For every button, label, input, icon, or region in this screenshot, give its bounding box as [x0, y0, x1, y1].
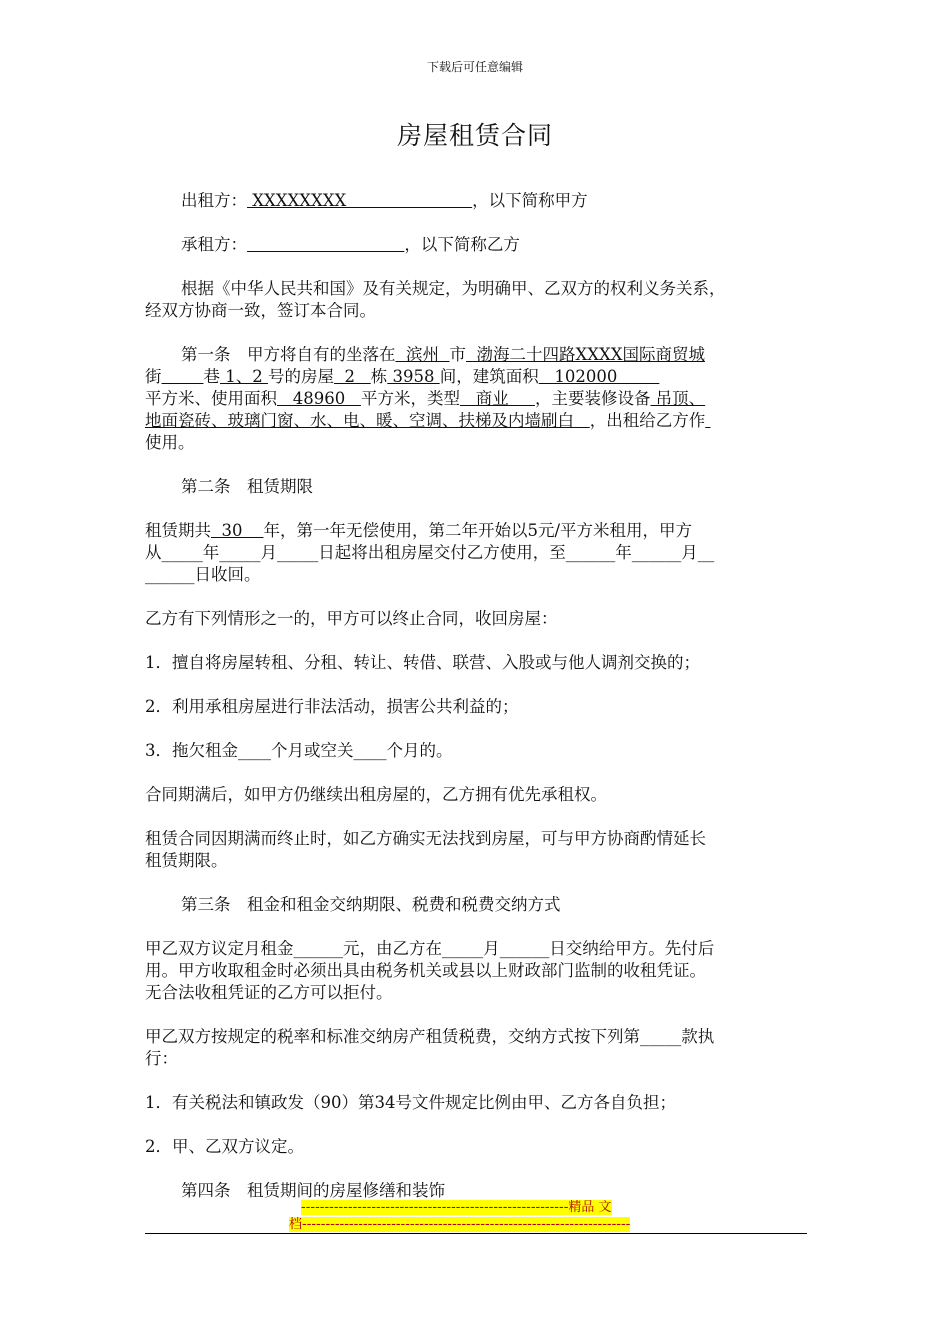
article1-road: 渤海二十四路XXXX国际商贸城 — [465, 345, 705, 364]
article1-text: 市 — [449, 345, 466, 364]
article2-years: 30 — [211, 521, 264, 540]
article3-item-2: 2．甲、乙双方议定。 — [145, 1137, 304, 1156]
article2-item-2: 2．利用承租房屋进行非法活动，损害公共利益的； — [145, 697, 519, 716]
lessee-value — [247, 235, 404, 254]
article1-text: 号的房屋 — [267, 367, 334, 386]
article3-rent-line-2: 用。甲方收取租金时必须出具由税务机关或县以上财政部门监制的收租凭证。 — [145, 961, 706, 980]
intro-line-1: 根据《中华人民共和国》及有关规定，为明确甲、乙双方的权利义务关系， — [181, 279, 726, 298]
article1-purpose — [705, 411, 710, 430]
footer-watermark-line-2 — [0, 1216, 950, 1233]
article3-item-1: 1．有关税法和镇政发（90）第34号文件规定比例由甲、乙方各自负担； — [145, 1093, 676, 1112]
article3-tax-line-2: 行： — [145, 1049, 178, 1068]
article2-item-3: 3．拖欠租金____个月或空关____个月的。 — [145, 741, 453, 760]
article1-number: 1、2 — [219, 367, 268, 386]
footer-watermark-line-1 — [0, 1199, 950, 1216]
article1-text: ，出租给乙方作 — [589, 411, 706, 430]
article1-building-area: 102000 — [538, 367, 660, 386]
article1-line-1 — [181, 344, 846, 366]
article1-line-2 — [145, 366, 810, 388]
article1-line-4 — [145, 410, 810, 432]
lessor-value: XXXXXXXX — [247, 191, 473, 210]
article1-text: ，主要装修设备 — [534, 389, 651, 408]
article1-room: 3958 — [387, 367, 440, 386]
article1-text: 栋 — [370, 367, 388, 386]
lessor-suffix: ，以下简称甲方 — [472, 191, 588, 210]
article1-line-5: 使用。 — [145, 433, 195, 452]
article3-rent-line-1: 甲乙双方议定月租金______元，由乙方在_____月______日交纳给甲方。先付后 — [145, 939, 715, 958]
article1-text: 街 — [145, 367, 162, 386]
article2-text: 租赁期共 — [145, 521, 211, 540]
article2-text: 年，第一年无偿使用，第二年开始以5元/平方米租用，甲方 — [263, 521, 693, 540]
article2-extend-line-2: 租赁期限。 — [145, 851, 228, 870]
article2-heading: 第二条 租赁期限 — [181, 477, 313, 496]
article2-priority: 合同期满后，如甲方仍继续出租房屋的，乙方拥有优先承租权。 — [145, 785, 607, 804]
article2-item-1: 1．擅自将房屋转租、分租、转让、转借、联营、入股或与他人调剂交换的； — [145, 653, 700, 672]
article1-usable-area: 48960 — [277, 389, 361, 408]
article1-lane — [162, 367, 204, 386]
lessor-line — [181, 190, 846, 212]
article1-city: 滨州 — [395, 345, 450, 364]
article1-text: 第一条 甲方将自有的坐落在 — [181, 345, 396, 364]
footer-watermark-text: 档---------------------------------------------------------------------- — [289, 1217, 631, 1232]
footer-watermark-text: ---------------------------------------------------------精品 文 — [301, 1200, 612, 1215]
article2-term-line-1 — [145, 520, 810, 542]
lessee-suffix: ，以下简称乙方 — [404, 235, 520, 254]
article3-tax-line-1: 甲乙双方按规定的税率和标准交纳房产租赁税费，交纳方式按下列第_____款执 — [145, 1027, 715, 1046]
article3-rent-line-3: 无合法收租凭证的乙方可以拒付。 — [145, 983, 393, 1002]
article1-equipment-cont: 地面瓷砖、玻璃门窗、水、电、暖、空调、扶梯及内墙刷白 — [145, 411, 590, 430]
article1-text: 巷 — [203, 367, 220, 386]
footer-rule — [145, 1233, 807, 1234]
article1-building: 2 — [333, 367, 371, 386]
intro-line-2: 经双方协商一致，签订本合同。 — [145, 301, 376, 320]
article1-text: 平方米，类型 — [360, 389, 460, 408]
article1-text: 间，建筑面积 — [439, 367, 539, 386]
article4-heading: 第四条 租赁期间的房屋修缮和装饰 — [181, 1181, 445, 1200]
article1-text: 平方米、使用面积 — [145, 389, 277, 408]
lessee-line — [181, 234, 846, 256]
lessor-label: 出租方： — [181, 191, 247, 210]
article2-extend-line-1: 租赁合同因期满而终止时，如乙方确实无法找到房屋，可与甲方协商酌情延长 — [145, 829, 706, 848]
article1-type: 商业 — [459, 389, 535, 408]
header-note: 下载后可任意编辑 — [426, 60, 523, 74]
article2-terminate-intro: 乙方有下列情形之一的，甲方可以终止合同，收回房屋： — [145, 609, 558, 628]
article2-term-line-2: 从_____年_____月_____日起将出租房屋交付乙方使用，至______年______月__ — [145, 543, 715, 562]
article2-term-line-3: ______日收回。 — [145, 565, 261, 584]
lessee-label: 承租方： — [181, 235, 247, 254]
article3-heading: 第三条 租金和租金交纳期限、税费和税费交纳方式 — [181, 895, 561, 914]
document-title: 房屋租赁合同 — [396, 121, 553, 150]
article1-equipment: 吊顶、 — [650, 389, 706, 408]
article1-line-3 — [145, 388, 810, 410]
